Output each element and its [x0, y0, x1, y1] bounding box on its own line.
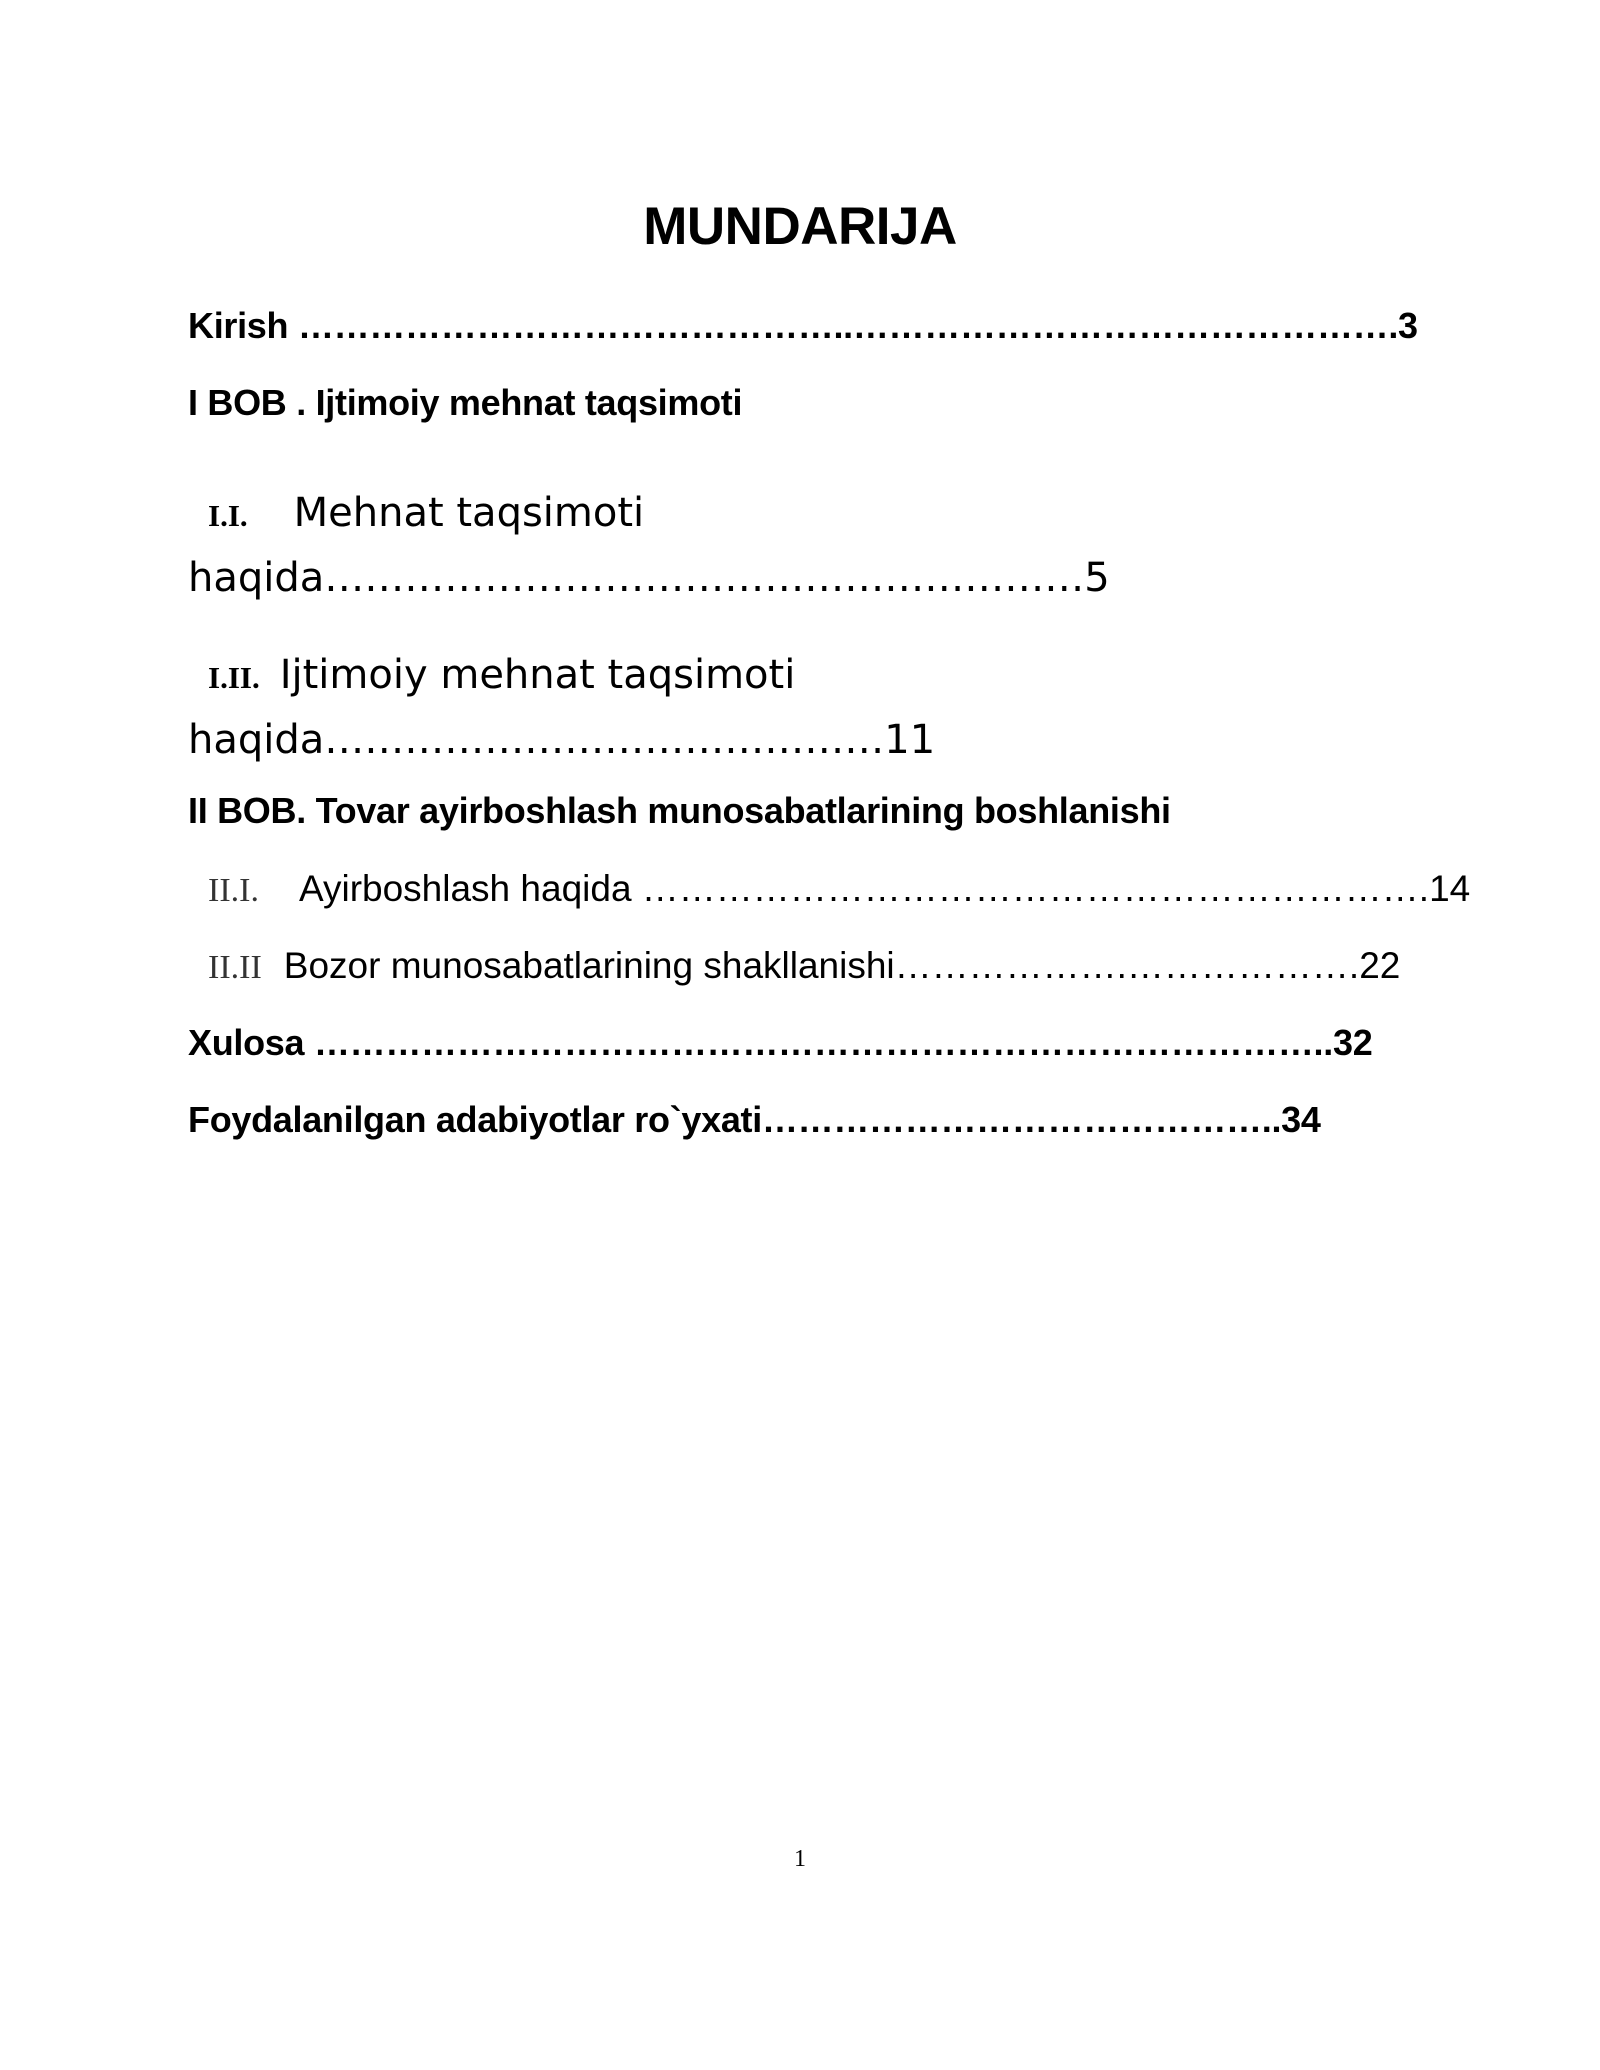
toc-section-title: Ijtimoiy mehnat taqsimoti [279, 652, 796, 698]
toc-section-title-cont: haqida [188, 717, 325, 763]
toc-leader: ………………………………………………… [324, 555, 1085, 601]
toc-entry-1-2[interactable] [208, 652, 795, 698]
toc-entry-1-1-cont[interactable] [188, 555, 1110, 601]
toc-page-number: 14 [1429, 868, 1471, 909]
toc-leader: ………………………………………..………………………………………. [297, 305, 1399, 346]
toc-page-number: 5 [1084, 555, 1110, 601]
toc-page-number: 34 [1281, 1099, 1321, 1140]
toc-entry-1-1[interactable] [208, 490, 644, 536]
toc-leader: …………………………………….. [761, 1099, 1282, 1140]
toc-section-title: Mehnat taqsimoti [293, 490, 645, 536]
toc-entry-bob1[interactable] [188, 382, 742, 424]
toc-leader: ……………….………………. [894, 945, 1360, 986]
page-number: 1 [794, 1846, 806, 1872]
toc-entry-xulosa[interactable] [188, 1022, 1372, 1064]
toc-section-title: Ayirboshlash haqida [298, 868, 642, 909]
toc-section-title-cont: haqida [188, 555, 325, 601]
toc-chapter-label: II BOB. Tovar ayirboshlash munosabatlarining boshlanishi [188, 790, 1171, 831]
toc-heading: MUNDARIJA [643, 197, 957, 256]
toc-entry-kirish[interactable] [188, 305, 1418, 347]
toc-page-number: 22 [1359, 945, 1401, 986]
toc-section-number: II.II [208, 949, 262, 986]
toc-entry-bob2[interactable] [188, 790, 1171, 832]
toc-leader: …………………………………… [324, 717, 885, 763]
toc-section-number: I.II. [208, 660, 260, 695]
toc-entry-adabiyotlar[interactable] [188, 1099, 1321, 1141]
toc-section-title: Bozor munosabatlarining shakllanishi [283, 945, 895, 986]
toc-entry-2-1[interactable] [208, 868, 1470, 910]
toc-page-number: 32 [1332, 1022, 1373, 1063]
toc-entry-1-2-cont[interactable] [188, 717, 935, 763]
toc-leader: ………………………………………………………. [641, 868, 1430, 909]
toc-page-number: 3 [1398, 305, 1418, 346]
toc-entry-label: Kirish [188, 305, 298, 346]
toc-page-number: 11 [884, 717, 936, 763]
toc-leader: ………………………………………………………………………….. [313, 1022, 1333, 1063]
toc-entry-label: Foydalanilgan adabiyotlar ro`yxati [188, 1099, 762, 1140]
toc-section-number: I.I. [208, 498, 248, 533]
toc-chapter-label: I BOB . Ijtimoiy mehnat taqsimoti [188, 382, 743, 423]
toc-section-number: II.I. [208, 872, 259, 909]
toc-entry-label: Xulosa [188, 1022, 314, 1063]
toc-entry-2-2[interactable] [208, 945, 1400, 987]
